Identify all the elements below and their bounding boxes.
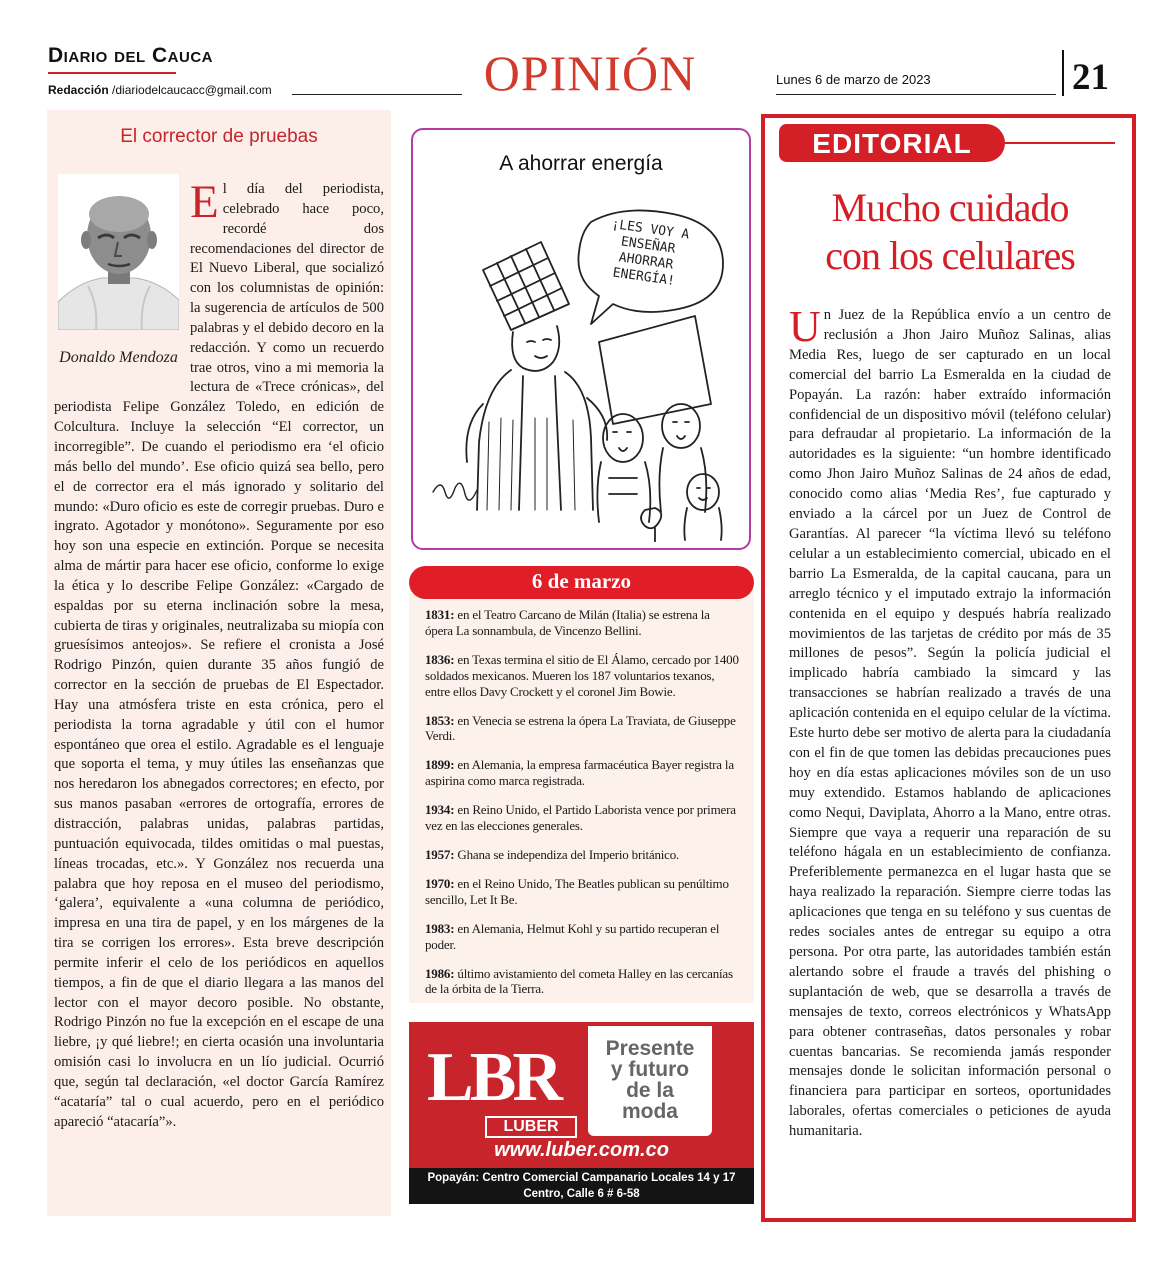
ephemeris-item bbox=[425, 607, 739, 639]
editorial-headline: Mucho cuidado con los celulares bbox=[825, 185, 1075, 278]
page-number-separator bbox=[1062, 50, 1064, 96]
editorial-label-tab bbox=[779, 124, 1005, 162]
ad-website: www.luber.com.co bbox=[494, 1139, 669, 1161]
editorial-rule bbox=[1005, 142, 1115, 144]
issue-date: Lunes 6 de marzo de 2023 bbox=[776, 72, 931, 87]
solar-panel-hat bbox=[483, 242, 569, 330]
redaccion-line bbox=[48, 83, 272, 97]
cartoon-panel bbox=[411, 128, 751, 550]
kid-small bbox=[684, 474, 721, 540]
ephemeris-year: 1986: bbox=[425, 965, 455, 981]
ephemeris-item bbox=[425, 966, 739, 998]
opinion-column bbox=[47, 110, 391, 1216]
cartoonist-signature bbox=[433, 483, 477, 500]
ephemeris-text: Ghana se independiza del Imperio británico. bbox=[457, 846, 680, 862]
cartoon-title: A ahorrar energía bbox=[499, 152, 663, 175]
luber-logo bbox=[419, 1036, 579, 1134]
ephemeris-item bbox=[425, 757, 739, 789]
ad-address-line-2: Centro, Calle 6 # 6-58 bbox=[523, 1188, 640, 1200]
photo-float-spacer bbox=[54, 180, 190, 387]
ephemeris-item bbox=[425, 652, 739, 700]
page-number: 21 bbox=[1072, 57, 1109, 98]
ephemerides-list bbox=[425, 607, 739, 1010]
ephemerides-header bbox=[409, 566, 754, 599]
column-title: El corrector de pruebas bbox=[120, 126, 318, 147]
ephemeris-year: 1831: bbox=[425, 607, 455, 622]
man-head bbox=[512, 326, 559, 371]
column-dropcap: E bbox=[190, 176, 219, 228]
editorial-body bbox=[789, 302, 1111, 1142]
man-face bbox=[527, 339, 551, 358]
ephemeris-text: en Alemania, la empresa farmacéutica Bayer registra la aspirina como marca registrada. bbox=[425, 757, 734, 789]
ephemeris-item bbox=[425, 876, 739, 908]
ephemerides-box bbox=[409, 593, 754, 1003]
ephemeris-year: 1970: bbox=[425, 875, 455, 891]
newspaper-brand: Diario del Cauca bbox=[48, 44, 213, 67]
ephemeris-year: 1836: bbox=[425, 651, 455, 667]
man-arms bbox=[466, 398, 607, 462]
editorial-dropcap: U bbox=[789, 302, 821, 351]
section-title: OPINIÓN bbox=[483, 45, 697, 101]
man-shirt-stripes bbox=[487, 418, 575, 510]
column-author: Donaldo Mendoza bbox=[59, 349, 178, 366]
kid-right bbox=[659, 404, 706, 512]
ephemeris-text: en el Teatro Carcano de Milán (Italia) se estrena la ópera La sonnambula, de Vincenzo Bellini. bbox=[425, 607, 710, 638]
ephemeris-text: último avistamiento del cometa Halley en las cercanías de la órbita de la Tierra. bbox=[425, 965, 733, 997]
ephemeris-year: 1853: bbox=[425, 712, 455, 728]
kid-center bbox=[597, 414, 650, 522]
ephemeris-item bbox=[425, 921, 739, 953]
header-rule-left bbox=[292, 94, 462, 95]
ephemeris-year: 1957: bbox=[425, 846, 455, 862]
editorial-box bbox=[761, 114, 1136, 1222]
column-body bbox=[54, 176, 384, 1133]
luber-advertisement bbox=[409, 1022, 754, 1204]
board-shape bbox=[599, 316, 711, 424]
redaccion-label: Redacción bbox=[48, 83, 109, 97]
editorial-label: EDITORIAL bbox=[812, 128, 972, 159]
redaccion-email: /diariodelcaucacc@gmail.com bbox=[112, 83, 272, 97]
ad-slogan: Presente y futuro de la moda bbox=[605, 1037, 695, 1123]
cartoon-speech-text: ¡LES VOY A ENSEÑAR AHORRAR ENERGÍA! bbox=[610, 216, 691, 290]
ephemeris-text: en Alemania, Helmut Kohl y su partido recuperan el poder. bbox=[425, 920, 720, 952]
ad-address bbox=[409, 1168, 754, 1204]
ephemeris-year: 1899: bbox=[425, 757, 455, 773]
ephemeris-item bbox=[425, 713, 739, 745]
brand-underline bbox=[48, 72, 176, 74]
header-rule-right bbox=[776, 94, 1056, 95]
ephemerides-title: 6 de marzo bbox=[531, 569, 632, 593]
ephemeris-item bbox=[425, 802, 739, 834]
column-text: l día del periodista, celebrado hace poco, recordé dos recomendaciones del director de El Nuevo Liberal, que socializó con los columnistas de opinión: la sugerencia de artículos de 500 palabras y el debido decoro en la redacción. Y como un recuerdo trae otros, vino a mi memoria la lectura de «Trece crónicas», del periodista Felipe González Toledo, en edición de Colcultura. Incluye la selección “El corrector, un incorregible”. De cuando el periodismo era ‘el oficio más bello del mundo’. Ese oficio quizá sea bello, pero el de corrector era el más ignorado y solitario del mundo: «Duro oficio es este de corregir pruebas. Duro e ingrato. Agotador y monótono». Seguramente por eso hoy son una especie en extinción. Porque se necesita alma de mártir para hacer ese oficio, conforme lo exige la ética y lo describe Felipe González: «Cargado de espaldas por su eterna inclinación sobre la mesa, cubierta de tiras y originales, neutralizaba su miopía con gruesísimos anteojos». Se refiere el cronista a José Rodrigo Pinzón, quien durante 35 años fungió de corrector en la sección de pruebas de El Espectador. Hay una atmósfera triste en esta crónica, pero el periodista la torna agradable y útil con el humor espontáneo que orea el estilo. Agradable es el lenguaje que soporta el tema, y muy útiles las enseñanzas que nos heredaron los abnegados correctores; en efecto, por sus manos pasaban «errores de ortografía, errores de distracción, palabras unidas, palabras partidas, puntuación equivocada, tildes omitidas o mal puestas, líneas trocadas, etc.». Y González nos recuerda una palabra que hoy reposa en el museo del periodismo, ‘galera’, equivalente a «una columna de periódico, impresa en una tira de papel, y en los márgenes de la tira se corrigen los errores». Esta breve descripción permite inferir el celo de los periódicos en aquellos tiempos, a fin de que el diario llegara a las manos del lector con el mayor decoro posible. No obstante, Rodrigo Pinzón no fue la excepción en el escape de una liebre, ¡y qué liebre!; en cierta ocasión una involuntaria omisión casi lo involucra en un lío judicial. Ocurrió que, según tal declaración, «el doctor García Ramírez “acataría” tal o cual acuerdo, pero en el periódico apareció “atacaría”». bbox=[54, 181, 384, 1130]
ephemeris-item bbox=[425, 847, 739, 863]
ad-address-line-1: Popayán: Centro Comercial Campanario Locales 14 y 17 bbox=[427, 1172, 736, 1184]
ephemeris-year: 1983: bbox=[425, 920, 455, 936]
ad-slogan-box bbox=[588, 1026, 712, 1136]
luber-logo-letters: LBR bbox=[427, 1039, 559, 1116]
editorial-text: n Juez de la República envío a un centro de reclusión a Jhon Jairo Muñoz Salinas, alias Media Res, luego de ser capturado en un local comercial del barrio La Esmeralda en la ciudad de Popayán. La razón: haber extraído información confidencial de un dispositivo móvil (teléfono celular) para defraudar al propietario. La información de la autoridades es la siguiente: “un hombre identificado como Jhon Jairo Muñoz Salinas de 24 años de edad, conocido como alias ‘Media Res’, fue capturado y enviado a la cárcel por un Juez de Control de Garantías. Al parecer “la víctima llevó su teléfono celular a un establecimiento comercial, ubicado en el barrio La Esmeralda, de la capital caucana, para un arreglo técnico y el imputado extrajo la información contenida en el equipo y después habría realizado movimientos de las tarjetas de crédito por más de 35 millones de pesos”. Según la policía judicial el implicado habría cambiado la simcard y las transacciones se habrían realizado a través de una aplicación contenida en el equipo celular de la víctima. Este hurto debe ser motivo de alerta para la ciudadanía con el fin de que tomen las debidas precauciones pues hoy en día estas aplicaciones móviles son de un uso muy extendido. Estamos hablando de aplicaciones como Nequi, Daviplata, Ahorro a la Mano, entre otras. Siempre que vaya a requerir una reparación de su teléfono hágala en un establecimiento de confianza. Preferiblemente permanezca en el lugar hasta que se haya realizado la reparación. Siempre cierre todas las aplicaciones que tenga en su teléfono y sus cuentas de redes sociales antes de entregar su equipo a otra persona. Por otra parte, las autoridades también están alertando sobre el fraude a través del phishing o suplantación de web, que se desarrolla a través de mensajes de texto, correos electrónicos y WhatsApp para obtener contraseñas, datos personales y robar cuentas bancarias. Se recomienda jamás responder mensajes donde le solicitan información personal o financiera para participar en sorteos, oportunidades laborales, ofertas comerciales o peticiones de ayuda humanitaria. bbox=[789, 307, 1111, 1140]
luber-logo-subtitle: LUBER bbox=[485, 1116, 577, 1138]
flower bbox=[641, 508, 661, 542]
ephemeris-text: en Reino Unido, el Partido Laborista vence por primera vez en las elecciones generales. bbox=[425, 802, 736, 834]
ephemeris-text: en Venecia se estrena la ópera La Traviata, de Giuseppe Verdi. bbox=[425, 712, 736, 744]
ephemeris-text: en Texas termina el sitio de El Álamo, cercado por 1400 soldados mexicanos. Mueren los 187 voluntarios texanos, entre ellos Davy Crockett y el coronel Jim Bowie. bbox=[425, 651, 739, 699]
ephemeris-text: en el Reino Unido, The Beatles publican su penúltimo sencillo, Let It Be. bbox=[425, 875, 729, 907]
ephemeris-year: 1934: bbox=[425, 802, 455, 818]
